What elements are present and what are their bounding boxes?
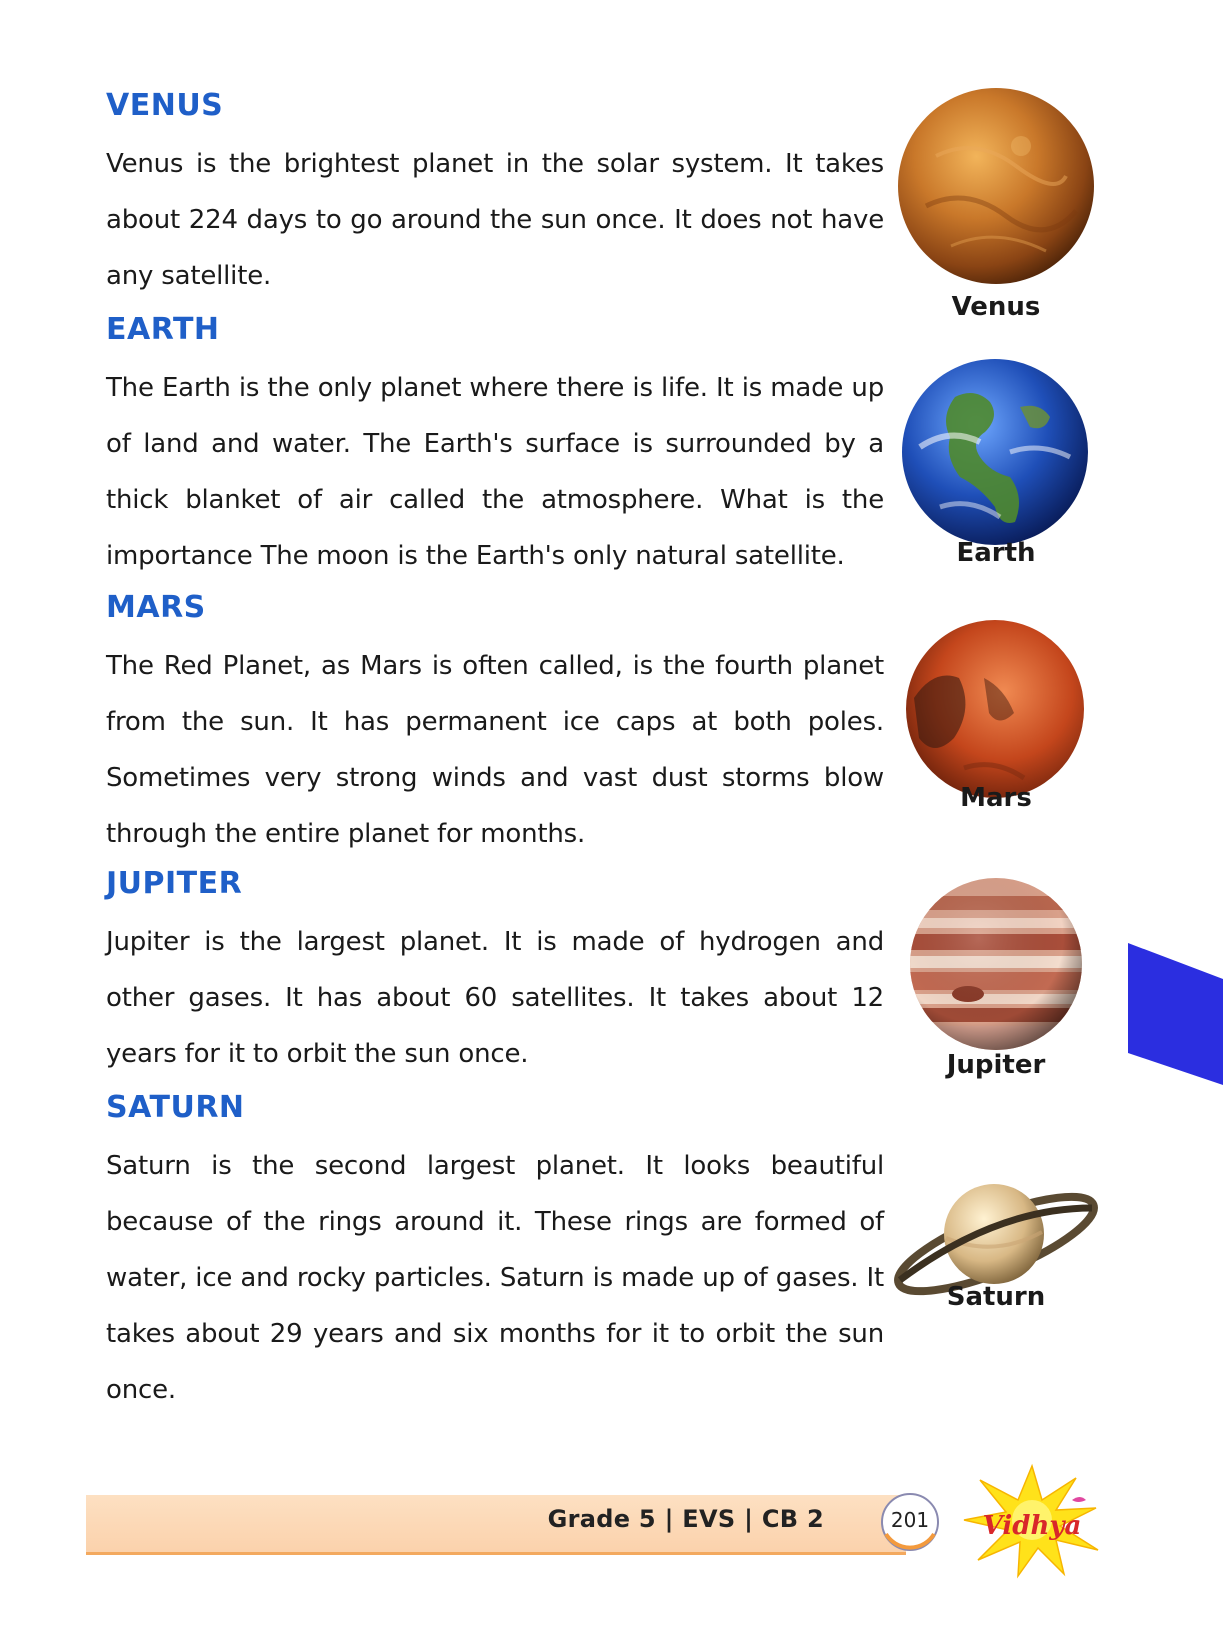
planet-label-jupiter: Jupiter [946,1050,1046,1080]
section-paragraph: Jupiter is the largest planet. It is made of hydrogen and other gases. It has about 60 satellites. It takes about 12 years for it to orbit the sun once. [106,927,884,1069]
section-heading: JUPITER [106,866,243,901]
section-paragraph: The Earth is the only planet where there is life. It is made up of land and water. The Earth's surface is surrounded by a thick blanket of air called the atmosphere. What is the importance The moon is the Earth's only natural satellite. [106,373,884,571]
section-saturn [106,1090,884,1418]
section-heading: MARS [106,590,206,625]
chapter-side-tab [1128,943,1223,1085]
footer-band [86,1495,906,1555]
section-paragraph: Saturn is the second largest planet. It looks beautiful because of the rings around it. These rings are formed of water, ice and rocky particles. Saturn is made up of gases. It takes about 29 years and six months for it to orbit the sun once. [106,1151,884,1405]
vidhya-logo [948,1460,1116,1580]
mars-image [904,618,1086,800]
footer-grade-subject: Grade 5 | EVS | CB 2 [547,1505,824,1533]
planet-label-saturn: Saturn [946,1282,1046,1312]
jupiter-image [908,876,1084,1052]
section-heading: SATURN [106,1090,245,1125]
section-paragraph: Venus is the brightest planet in the solar system. It takes about 224 days to go around the sun once. It does not have any satellite. [106,149,884,291]
section-venus [106,88,884,304]
page-number: 201 [890,1508,930,1532]
section-paragraph: The Red Planet, as Mars is often called, is the fourth planet from the sun. It has permanent ice caps at both poles. Sometimes very strong winds and vast dust storms blow through the entire planet for months. [106,651,884,849]
section-earth [106,312,884,584]
section-heading: VENUS [106,88,224,123]
section-heading: EARTH [106,312,220,347]
logo-text: Vidhya [982,1511,1082,1541]
planet-label-earth: Earth [956,538,1036,568]
earth-image [900,357,1090,547]
section-mars [106,590,884,862]
planet-label-venus: Venus [951,292,1041,322]
section-jupiter [106,866,884,1082]
venus-image [896,86,1096,286]
planet-label-mars: Mars [960,783,1032,813]
